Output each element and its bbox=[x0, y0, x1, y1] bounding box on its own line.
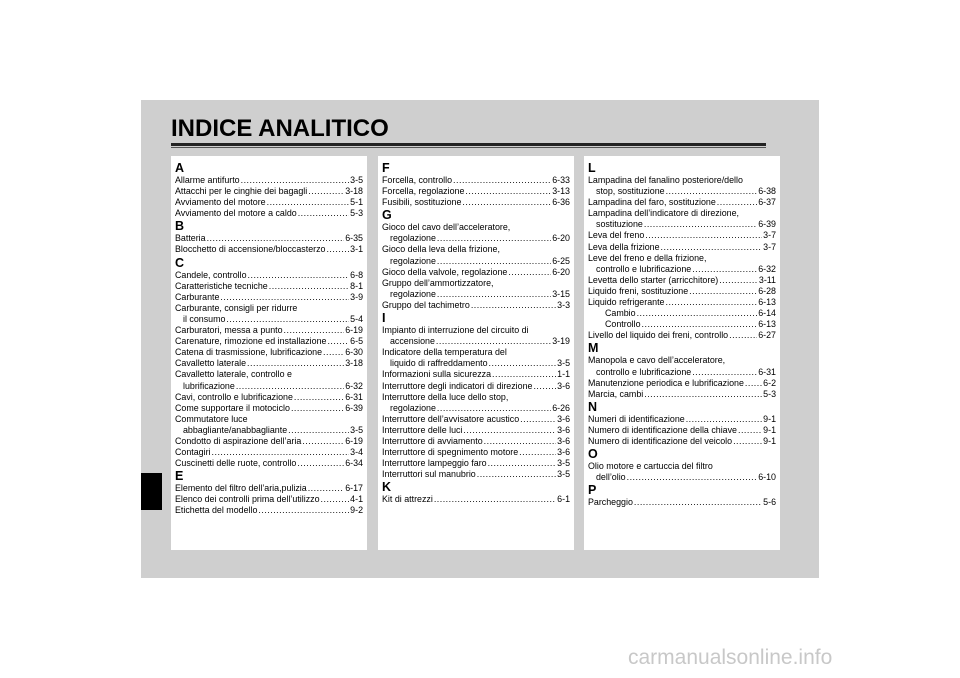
index-entry-text: controllo e lubrificazione bbox=[596, 366, 692, 377]
index-entry-page: 4-1 bbox=[350, 494, 363, 505]
index-entry-text: Interruttore di spegnimento motore bbox=[382, 447, 519, 458]
index-entry-page: 6-19 bbox=[345, 325, 363, 336]
dot-leader bbox=[686, 414, 762, 425]
index-entry bbox=[382, 403, 570, 414]
index-entry-text: Marcia, cambi bbox=[588, 388, 644, 399]
index-entry-text: regolazione bbox=[390, 255, 436, 266]
index-entry-text: Etichetta del modello bbox=[175, 505, 258, 516]
index-entry-text: Elemento del filtro dell’aria,pulizia bbox=[175, 483, 307, 494]
index-entry-page: 6-39 bbox=[758, 219, 776, 230]
index-entry-page: 9-2 bbox=[350, 505, 363, 516]
dot-leader bbox=[308, 186, 344, 197]
index-entry-lead: Olio motore e cartuccia del filtro bbox=[588, 461, 713, 472]
index-entry-page: 3-13 bbox=[552, 186, 570, 197]
index-entry bbox=[588, 219, 776, 230]
index-entry-text: sostituzione bbox=[596, 219, 643, 230]
index-entry-text: Liquido freni, sostituzione bbox=[588, 285, 689, 296]
index-entry-lead: Interruttore della luce dello stop, bbox=[382, 391, 509, 402]
index-entry-text: Blocchetto di accensione/bloccasterzo bbox=[175, 244, 326, 255]
dot-leader bbox=[308, 483, 345, 494]
index-entry-page: 6-14 bbox=[758, 308, 776, 319]
index-entry-text: Carburatori, messa a punto bbox=[175, 325, 283, 336]
index-entry-text: Condotto di aspirazione dell’aria bbox=[175, 435, 302, 446]
index-entry bbox=[588, 414, 776, 425]
index-entry bbox=[382, 436, 570, 447]
index-entry-text: Lampadina del faro, sostituzione bbox=[588, 197, 716, 208]
index-entry bbox=[175, 314, 363, 325]
index-entry-page: 3-6 bbox=[557, 413, 570, 424]
dot-leader bbox=[297, 458, 344, 469]
index-entry-text: Leva della frizione bbox=[588, 241, 660, 252]
index-entry-text: Fusibili, sostituzione bbox=[382, 197, 462, 208]
index-entry bbox=[382, 336, 570, 347]
watermark: carmanualsonline.info bbox=[628, 646, 833, 669]
index-entry-text: Catena di trasmissione, lubrificazione bbox=[175, 347, 323, 358]
dot-leader bbox=[508, 267, 551, 278]
index-entry bbox=[588, 367, 776, 378]
section-letter: C bbox=[175, 255, 185, 270]
index-entry bbox=[175, 336, 363, 347]
dot-leader bbox=[644, 389, 762, 400]
dot-leader bbox=[434, 494, 556, 505]
index-entry bbox=[588, 436, 776, 447]
dot-leader bbox=[637, 308, 758, 319]
index-entry bbox=[382, 197, 570, 208]
index-entry-text: Caratteristiche tecniche bbox=[175, 280, 268, 291]
dot-leader bbox=[267, 197, 350, 208]
dot-leader bbox=[519, 447, 556, 458]
index-entry bbox=[175, 325, 363, 336]
dot-leader bbox=[717, 197, 757, 208]
dot-leader bbox=[729, 330, 757, 341]
index-entry-page: 3-6 bbox=[557, 435, 570, 446]
index-entry bbox=[588, 264, 776, 275]
index-entry-text: Elenco dei controlli prima dell’utilizzo bbox=[175, 494, 320, 505]
index-entry-page: 3-5 bbox=[350, 424, 363, 435]
index-entry-page: 9-1 bbox=[763, 435, 776, 446]
dot-leader bbox=[645, 230, 762, 241]
dot-leader bbox=[642, 319, 758, 330]
index-entry bbox=[588, 242, 776, 253]
section-letter: K bbox=[382, 480, 392, 495]
index-entry bbox=[175, 505, 363, 516]
title-rule-thin bbox=[171, 147, 766, 148]
section-letter: O bbox=[588, 447, 598, 462]
index-entry bbox=[382, 425, 570, 436]
index-entry bbox=[382, 233, 570, 244]
index-entry-lead: Gioco del cavo dell’acceleratore, bbox=[382, 222, 511, 233]
index-entry-page: 6-32 bbox=[345, 380, 363, 391]
index-entry-lead: Carburante, consigli per ridurre bbox=[175, 302, 298, 313]
section-letter: M bbox=[588, 341, 599, 356]
index-entry-page: 3-3 bbox=[557, 299, 570, 310]
index-entry bbox=[175, 292, 363, 303]
dot-leader bbox=[327, 336, 349, 347]
dot-leader bbox=[284, 325, 345, 336]
index-entry-text: Leva del freno bbox=[588, 230, 645, 241]
index-entry-text: Controllo bbox=[605, 319, 641, 330]
section-letter: P bbox=[588, 483, 597, 498]
index-entry-text: Allarme antifurto bbox=[175, 175, 240, 185]
dot-leader bbox=[634, 497, 762, 508]
index-entry-text: Levetta dello starter (arricchitore) bbox=[588, 274, 719, 285]
index-entry-page: 6-35 bbox=[345, 233, 363, 244]
index-entry-page: 3-9 bbox=[350, 291, 363, 302]
index-entry-text: Parcheggio bbox=[588, 497, 633, 508]
index-entry-page: 6-17 bbox=[345, 483, 363, 494]
index-entry-page: 6-34 bbox=[345, 458, 363, 469]
section-letter: A bbox=[175, 161, 185, 175]
index-entry-page: 6-13 bbox=[758, 319, 776, 330]
index-entry-page: 1-1 bbox=[557, 369, 570, 380]
index-entry bbox=[382, 300, 570, 311]
index-entry bbox=[382, 256, 570, 267]
dot-leader bbox=[248, 270, 350, 281]
dot-leader bbox=[463, 425, 556, 436]
index-entry bbox=[588, 286, 776, 297]
dot-leader bbox=[437, 256, 551, 267]
index-entry bbox=[175, 175, 363, 186]
index-entry-page: 3-18 bbox=[345, 186, 363, 197]
index-entry-page: 6-5 bbox=[350, 336, 363, 347]
index-entry-text: Liquido refrigerante bbox=[588, 297, 665, 308]
index-entry bbox=[588, 472, 776, 483]
title-rule bbox=[171, 143, 766, 146]
index-entry-text: Avviamento del motore a caldo bbox=[175, 208, 297, 219]
index-entry-page: 6-27 bbox=[758, 330, 776, 341]
index-entry-page: 6-37 bbox=[758, 197, 776, 208]
index-entry-text: lubrificazione bbox=[183, 380, 235, 391]
index-entry-page: 6-10 bbox=[758, 472, 776, 483]
index-entry bbox=[175, 208, 363, 219]
dot-leader bbox=[323, 347, 344, 358]
index-entry-text: Kit di attrezzi bbox=[382, 494, 433, 505]
index-entry-page: 6-25 bbox=[552, 255, 570, 266]
section-letter: I bbox=[382, 311, 386, 326]
index-entry bbox=[382, 458, 570, 469]
index-entry-text: Interruttori sul manubrio bbox=[382, 469, 476, 480]
index-entry-page: 5-4 bbox=[350, 313, 363, 324]
index-entry-page: 6-2 bbox=[763, 377, 776, 388]
index-entry bbox=[382, 358, 570, 369]
index-entry-text: il consumo bbox=[183, 313, 226, 324]
section-letter: E bbox=[175, 469, 184, 484]
dot-leader bbox=[453, 175, 551, 186]
index-entry bbox=[382, 175, 570, 186]
index-entry bbox=[175, 186, 363, 197]
dot-leader bbox=[236, 381, 344, 392]
index-entry-text: Carburante bbox=[175, 291, 220, 302]
index-entry-page: 3-6 bbox=[557, 447, 570, 458]
section-letter: L bbox=[588, 161, 596, 175]
dot-leader bbox=[489, 358, 557, 369]
dot-leader bbox=[436, 336, 551, 347]
index-entry bbox=[588, 275, 776, 286]
dot-leader bbox=[437, 289, 551, 300]
index-entry-text: Batteria bbox=[175, 233, 206, 244]
index-entry bbox=[175, 233, 363, 244]
dot-leader bbox=[291, 403, 344, 414]
page-title: INDICE ANALITICO bbox=[171, 115, 389, 142]
index-entry-lead: Gruppo dell’ammortizzatore, bbox=[382, 277, 494, 288]
index-entry-page: 6-19 bbox=[345, 435, 363, 446]
dot-leader bbox=[666, 186, 758, 197]
index-entry-lead: Gioco della leva della frizione, bbox=[382, 244, 500, 255]
index-entry-page: 3-5 bbox=[557, 358, 570, 369]
index-entry-page: 5-3 bbox=[350, 208, 363, 219]
dot-leader bbox=[465, 186, 551, 197]
index-entry-text: Numero di identificazione della chiave bbox=[588, 424, 737, 435]
dot-leader bbox=[488, 458, 557, 469]
index-entry bbox=[175, 270, 363, 281]
index-entry-page: 3-5 bbox=[557, 469, 570, 480]
index-entry bbox=[382, 494, 570, 505]
index-entry-text: Cambio bbox=[605, 308, 636, 319]
dot-leader bbox=[247, 358, 344, 369]
index-entry-page: 3-1 bbox=[350, 244, 363, 255]
dot-leader bbox=[220, 292, 349, 303]
dot-leader bbox=[241, 175, 350, 186]
index-entry-lead: Indicatore della temperatura del bbox=[382, 347, 507, 358]
index-entry bbox=[175, 447, 363, 458]
section-letter: B bbox=[175, 219, 185, 234]
index-entry-text: Carenature, rimozione ed installazione bbox=[175, 336, 327, 347]
index-entry-text: controllo e lubrificazione bbox=[596, 263, 692, 274]
index-entry-page: 3-19 bbox=[552, 336, 570, 347]
index-entry-lead: Lampadina dell’indicatore di direzione, bbox=[588, 208, 739, 219]
dot-leader bbox=[738, 425, 762, 436]
index-entry-page: 9-1 bbox=[763, 413, 776, 424]
dot-leader bbox=[321, 494, 350, 505]
index-entry bbox=[588, 425, 776, 436]
index-entry bbox=[175, 347, 363, 358]
dot-leader bbox=[484, 436, 557, 447]
index-entry bbox=[588, 378, 776, 389]
index-entry-page: 6-20 bbox=[552, 266, 570, 277]
index-entry bbox=[588, 297, 776, 308]
dot-leader bbox=[692, 264, 757, 275]
index-entry-text: Informazioni sulla sicurezza bbox=[382, 369, 492, 380]
dot-leader bbox=[644, 219, 757, 230]
dot-leader bbox=[627, 472, 758, 483]
index-entry bbox=[175, 381, 363, 392]
index-entry-text: Cuscinetti delle ruote, controllo bbox=[175, 458, 297, 469]
index-entry-page: 3-6 bbox=[557, 424, 570, 435]
index-entry-page: 6-33 bbox=[552, 175, 570, 185]
dot-leader bbox=[212, 447, 350, 458]
index-entry-page: 6-32 bbox=[758, 263, 776, 274]
index-entry-text: regolazione bbox=[390, 402, 436, 413]
index-entry-page: 6-39 bbox=[345, 402, 363, 413]
index-entry bbox=[588, 330, 776, 341]
index-entry bbox=[175, 425, 363, 436]
index-entry-page: 8-1 bbox=[350, 280, 363, 291]
index-entry-page: 3-18 bbox=[345, 358, 363, 369]
index-entry-text: Numero di identificazione del veicolo bbox=[588, 435, 733, 446]
dot-leader bbox=[665, 297, 757, 308]
dot-leader bbox=[207, 233, 345, 244]
index-entry-page: 3-7 bbox=[763, 241, 776, 252]
dot-leader bbox=[477, 469, 556, 480]
index-entry-text: abbagliante/anabbagliante bbox=[183, 424, 288, 435]
index-entry bbox=[175, 244, 363, 255]
index-column-1 bbox=[171, 156, 367, 550]
index-entry-page: 6-13 bbox=[758, 297, 776, 308]
index-entry-page: 5-1 bbox=[350, 197, 363, 208]
dot-leader bbox=[302, 436, 344, 447]
index-entry-lead: Leve del freno e della frizione, bbox=[588, 252, 707, 263]
index-entry-page: 6-8 bbox=[350, 269, 363, 280]
section-letter: G bbox=[382, 208, 392, 223]
index-entry-page: 3-15 bbox=[552, 288, 570, 299]
index-entry bbox=[382, 414, 570, 425]
index-entry bbox=[588, 308, 776, 319]
section-letter: F bbox=[382, 161, 390, 175]
index-entry-text: Interruttore di avviamento bbox=[382, 435, 483, 446]
index-entry bbox=[175, 358, 363, 369]
index-entry-text: Manutenzione periodica e lubrificazione bbox=[588, 377, 744, 388]
index-entry-page: 6-20 bbox=[552, 233, 570, 244]
index-entry-text: Contagiri bbox=[175, 447, 211, 458]
index-entry-page: 9-1 bbox=[763, 424, 776, 435]
index-entry-lead: Commutatore luce bbox=[175, 413, 248, 424]
dot-leader bbox=[692, 367, 757, 378]
index-entry-lead: Manopola e cavo dell’acceleratore, bbox=[588, 355, 726, 366]
dot-leader bbox=[269, 281, 349, 292]
index-entry-text: stop, sostituzione bbox=[596, 186, 665, 197]
index-entry bbox=[175, 436, 363, 447]
index-entry-page: 6-26 bbox=[552, 402, 570, 413]
dot-leader bbox=[326, 244, 349, 255]
index-entry-page: 6-31 bbox=[345, 391, 363, 402]
section-letter: N bbox=[588, 399, 598, 414]
index-entry bbox=[175, 281, 363, 292]
index-entry bbox=[382, 447, 570, 458]
index-entry-page: 6-28 bbox=[758, 285, 776, 296]
index-entry bbox=[175, 197, 363, 208]
index-entry-lead: Cavalletto laterale, controllo e bbox=[175, 369, 292, 380]
index-entry-page: 3-5 bbox=[557, 458, 570, 469]
index-entry-text: accensione bbox=[390, 336, 435, 347]
index-entry-text: liquido di raffreddamento bbox=[390, 358, 488, 369]
index-entry-text: Livello del liquido dei freni, controllo bbox=[588, 330, 729, 341]
index-entry-page: 5-3 bbox=[763, 388, 776, 399]
dot-leader bbox=[745, 378, 762, 389]
index-entry-page: 6-30 bbox=[345, 347, 363, 358]
index-entry-page: 3-7 bbox=[763, 230, 776, 241]
index-entry-text: Gioco della valvole, regolazione bbox=[382, 266, 508, 277]
dot-leader bbox=[533, 381, 556, 392]
index-entry-text: Attacchi per le cinghie dei bagagli bbox=[175, 186, 308, 197]
dot-leader bbox=[492, 369, 556, 380]
index-entry-page: 6-36 bbox=[552, 197, 570, 208]
index-entry-text: Numeri di identificazione bbox=[588, 413, 685, 424]
index-column-3 bbox=[584, 156, 780, 550]
index-entry-text: Forcella, regolazione bbox=[382, 186, 465, 197]
index-entry-text: dell’olio bbox=[596, 472, 626, 483]
dot-leader bbox=[294, 392, 344, 403]
index-entry bbox=[382, 186, 570, 197]
index-entry bbox=[175, 483, 363, 494]
dot-leader bbox=[471, 300, 556, 311]
index-entry bbox=[588, 186, 776, 197]
index-entry-text: Candele, controllo bbox=[175, 269, 247, 280]
dot-leader bbox=[288, 425, 349, 436]
dot-leader bbox=[661, 242, 763, 253]
index-entry bbox=[588, 497, 776, 508]
chapter-tab bbox=[141, 473, 162, 510]
index-entry-lead: Impianto di interruzione del circuito di bbox=[382, 325, 529, 336]
index-entry bbox=[175, 494, 363, 505]
index-entry bbox=[175, 458, 363, 469]
index-entry bbox=[588, 197, 776, 208]
index-entry-text: Cavi, controllo e lubrificazione bbox=[175, 391, 293, 402]
index-entry-text: Avviamento del motore bbox=[175, 197, 266, 208]
dot-leader bbox=[226, 314, 349, 325]
index-entry-lead: Lampadina del fanalino posteriore/dello bbox=[588, 175, 743, 185]
index-entry-page: 3-5 bbox=[350, 175, 363, 185]
index-entry bbox=[382, 267, 570, 278]
index-entry-page: 3-11 bbox=[758, 274, 776, 285]
dot-leader bbox=[719, 275, 758, 286]
index-entry-page: 6-1 bbox=[557, 494, 570, 505]
dot-leader bbox=[437, 233, 551, 244]
index-entry-page: 3-4 bbox=[350, 447, 363, 458]
index-entry-text: Cavalletto laterale bbox=[175, 358, 247, 369]
index-entry bbox=[588, 319, 776, 330]
index-entry-text: Interruttore dell’avvisatore acustico bbox=[382, 413, 520, 424]
index-entry bbox=[382, 469, 570, 480]
index-entry-page: 6-31 bbox=[758, 366, 776, 377]
index-entry-text: Interruttore lampeggio faro bbox=[382, 458, 487, 469]
dot-leader bbox=[689, 286, 757, 297]
dot-leader bbox=[258, 505, 349, 516]
index-entry bbox=[382, 289, 570, 300]
index-entry-text: Come supportare il motociclo bbox=[175, 402, 290, 413]
index-column-2 bbox=[378, 156, 574, 550]
dot-leader bbox=[733, 436, 762, 447]
index-entry-text: Gruppo del tachimetro bbox=[382, 299, 470, 310]
dot-leader bbox=[437, 403, 551, 414]
index-entry-text: Interruttore degli indicatori di direzione bbox=[382, 380, 533, 391]
index-entry-text: regolazione bbox=[390, 233, 436, 244]
dot-leader bbox=[462, 197, 551, 208]
index-entry-text: regolazione bbox=[390, 288, 436, 299]
dot-leader bbox=[298, 208, 349, 219]
index-entry bbox=[382, 369, 570, 380]
index-entry-text: Interruttore delle luci bbox=[382, 424, 463, 435]
manual-page bbox=[141, 100, 819, 578]
index-entry bbox=[382, 381, 570, 392]
index-entry-page: 6-38 bbox=[758, 186, 776, 197]
index-entry bbox=[175, 392, 363, 403]
index-entry-text: Forcella, controllo bbox=[382, 175, 453, 185]
index-entry bbox=[175, 403, 363, 414]
index-entry-page: 3-6 bbox=[557, 380, 570, 391]
dot-leader bbox=[520, 414, 556, 425]
index-entry-page: 5-6 bbox=[763, 497, 776, 508]
index-entry bbox=[588, 230, 776, 241]
index-entry bbox=[588, 389, 776, 400]
